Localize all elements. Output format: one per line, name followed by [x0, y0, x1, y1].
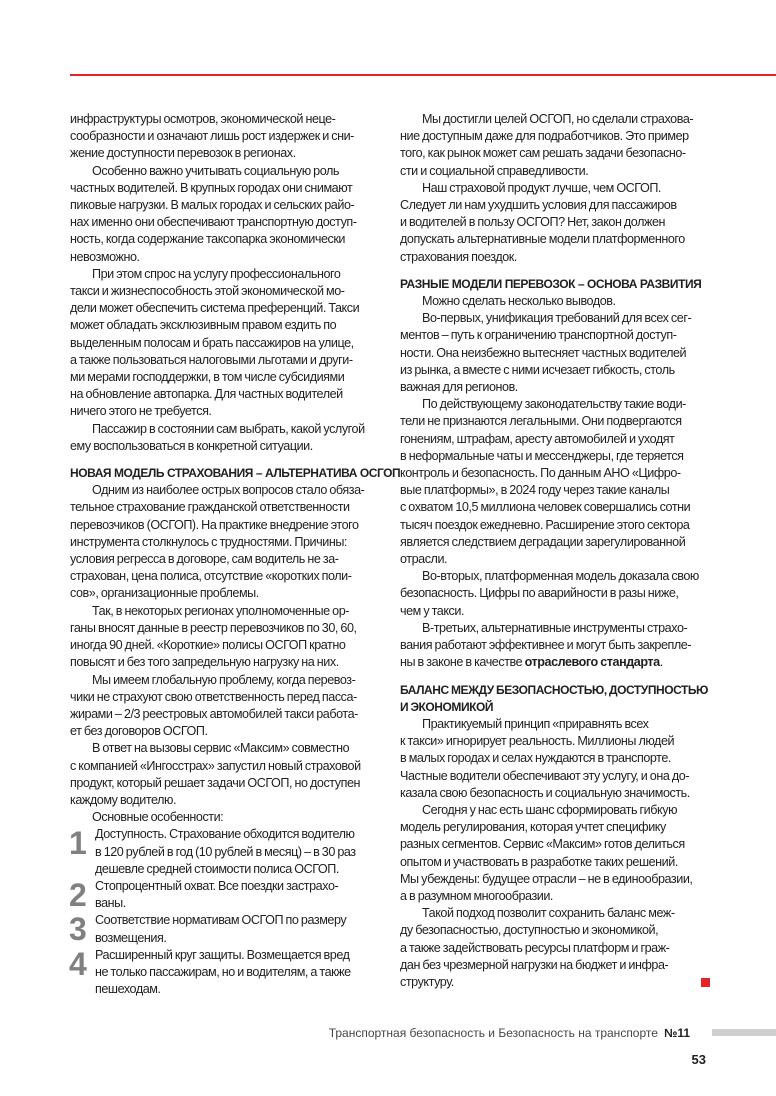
paragraph — [70, 740, 385, 809]
list-number: 2 — [69, 876, 87, 913]
paragraph-line: и водителей в пользу ОСГОП? Нет, закон должен — [400, 215, 666, 230]
paragraph-line: тели не признаются легальными. Они подвергаются — [400, 414, 682, 429]
paragraph-line: страхован, цена полиса, отсутствие «коротких поли- — [70, 569, 352, 584]
paragraph-line: Одним из наиболее острых вопросов стало обяза- — [92, 483, 365, 498]
paragraph-line: в неформальные чаты и мессенджеры, где теряется — [400, 448, 684, 463]
paragraph-line: в 120 рублей в год (10 рублей в месяц) – в 30 раз — [95, 844, 356, 859]
paragraph-line: инструмента столкнулось с трудностями. Причины: — [70, 534, 347, 549]
paragraph-line: повысят и без того запредельную нагрузку на них. — [70, 655, 339, 670]
paragraph-line: условия регресса в договоре, сам водитель не за- — [70, 552, 339, 567]
paragraph-line: Мы убеждены: будущее отрасли – не в единообразии, — [400, 871, 693, 886]
paragraph-line: тельное страхование гражданской ответственности — [70, 500, 350, 515]
paragraph-line: Такой подход позволит сохранить баланс меж- — [422, 906, 675, 921]
paragraph-line: частных водителей. В крупных городах они снимают — [70, 180, 353, 195]
paragraph-line: а в разумном многообразии. — [400, 888, 553, 903]
paragraph-line: ность, когда содержание таксопарка экономически — [70, 232, 345, 247]
paragraph-line: безопасность. Цифры по аварийности в разы ниже, — [400, 586, 679, 601]
paragraph-line: чем у такси. — [400, 603, 465, 618]
paragraph-line: ние доступным даже для подработчиков. Это пример — [400, 129, 689, 144]
paragraph-line: вания работают эффективнее и могут быть закрепле- — [400, 638, 692, 653]
paragraph-line: ему воспользоваться в конкретной ситуации. — [70, 438, 313, 453]
paragraph-line: иногда 90 дней. «Короткие» полисы ОСГОП кратно — [70, 638, 346, 653]
issue-number: №11 — [663, 1026, 690, 1040]
paragraph-line: При этом спрос на услугу профессионального — [92, 266, 341, 281]
paragraph-line: а также задействовать ресурсы платформ и граж- — [400, 940, 670, 955]
paragraph-line: сов», организационные проблемы. — [70, 586, 259, 601]
paragraph-line: Во-первых, унификация требований для всех сег- — [422, 311, 692, 326]
paragraph-line: БАЛАНС МЕЖДУ БЕЗОПАСНОСТЬЮ, ДОСТУПНОСТЬЮ — [400, 682, 708, 697]
paragraph-line: допускать альтернативные модели платформенного — [400, 232, 685, 247]
paragraph-line: Особенно важно учитывать социальную роль — [92, 163, 340, 178]
paragraph — [70, 266, 385, 421]
paragraph-line: Во-вторых, платформенная модель доказала свою — [422, 569, 699, 584]
list-number: 3 — [69, 911, 87, 948]
paragraph-line: разных сегментов. Сервис «Максим» готов делиться — [400, 837, 685, 852]
paragraph-line: Основные особенности: — [92, 810, 224, 825]
paragraph-line: Наш страховой продукт лучше, чем ОСГОП. — [422, 180, 661, 195]
paragraph-line: ности. Она неизбежно вытесняет частных водителей — [400, 345, 687, 360]
paragraph-line: отрасли. — [400, 552, 448, 567]
paragraph-line: из рынка, а вместе с ними исчезает гибкость, столь — [400, 362, 675, 377]
section-heading — [400, 682, 710, 716]
paragraph-line: И ЭКОНОМИКОЙ — [400, 699, 494, 714]
list-number: 4 — [69, 945, 87, 982]
paragraph-line: ду безопасностью, доступностью и экономикой, — [400, 923, 659, 938]
paragraph-line: не только пассажирам, но и водителям, а также — [95, 964, 351, 979]
paragraph — [400, 568, 710, 620]
paragraph-line: ны в законе в качестве отраслевого стандарта. — [400, 655, 663, 670]
paragraph-line: нах именно они обеспечивают транспортную доступ- — [70, 215, 357, 230]
paragraph-line: чики не страхуют свою ответственность перед пасса- — [70, 689, 357, 704]
paragraph-line: контроль и безопасность. По данным АНО «Цифро- — [400, 466, 681, 481]
paragraph-line: продукт, который решает задачи ОСГОП, но доступен — [70, 775, 361, 790]
paragraph — [400, 396, 710, 568]
paragraph-line: того, как рынок может сам решать задачи безопасно- — [400, 146, 686, 161]
paragraph-line: Сегодня у нас есть шанс сформировать гибкую — [422, 802, 678, 817]
paragraph — [400, 716, 710, 802]
list-item — [70, 912, 385, 946]
paragraph-line: сообразности и означают лишь рост издержек и сни- — [70, 129, 354, 144]
paragraph-line: тысяч поездок ежедневно. Расширение этого сектора — [400, 517, 690, 532]
paragraph — [400, 111, 710, 180]
paragraph-line: Практикуемый принцип «приравнять всех — [422, 716, 649, 731]
paragraph-line: дан без чрезмерной нагрузки на бюджет и инфра- — [400, 957, 669, 972]
paragraph — [70, 163, 385, 266]
header-rule — [70, 74, 776, 76]
paragraph — [400, 180, 710, 266]
paragraph-line: выделенным полосам и брать пассажиров на улице, — [70, 335, 354, 350]
paragraph-line: сти и социальной справедливости. — [400, 163, 589, 178]
paragraph-line: Можно сделать несколько выводов. — [422, 294, 616, 309]
paragraph — [70, 603, 385, 672]
paragraph — [70, 809, 385, 826]
end-of-article-mark — [701, 978, 710, 987]
paragraph — [70, 482, 385, 602]
paragraph-line: модель регулирования, которая учтет специфику — [400, 820, 666, 835]
list-item — [70, 826, 385, 878]
paragraph-line: перевозчиков (ОСГОП). На практике внедрение этого — [70, 517, 359, 532]
paragraph-line: Следует ли нам ухудшить условия для пассажиров — [400, 198, 677, 213]
list-number: 1 — [69, 825, 87, 862]
section-heading: НОВАЯ МОДЕЛЬ СТРАХОВАНИЯ – АЛЬТЕРНАТИВА ОСГОП — [70, 466, 401, 481]
paragraph-line: опытом и участвовать в разработке таких решений. — [400, 854, 678, 869]
paragraph-line: жение доступности перевозок в регионах. — [70, 146, 296, 161]
paragraph-line: жирами – 2/3 реестровых автомобилей такси работа- — [70, 706, 358, 721]
paragraph-line: Соответствие нормативам ОСГОП по размеру — [95, 913, 347, 928]
paragraph-line: Доступность. Страхование обходится водителю — [95, 827, 355, 842]
paragraph-line: каждому водителю. — [70, 792, 177, 807]
paragraph-line: возмещения. — [95, 930, 167, 945]
paragraph-line: инфраструктуры осмотров, экономической неце- — [70, 112, 336, 126]
paragraph-line: к такси» игнорирует реальность. Миллионы людей — [400, 734, 675, 749]
paragraph-line: важная для регионов. — [400, 380, 518, 395]
paragraph-line: Частные водители обеспечивают эту услугу, и она до- — [400, 768, 690, 783]
paragraph — [400, 293, 710, 310]
paragraph-line: ганы вносят данные в реестр перевозчиков по 30, 60, — [70, 620, 357, 635]
page-number: 53 — [691, 1052, 706, 1067]
paragraph-line: в малых городах и селах нуждаются в транспорте. — [400, 751, 671, 766]
paragraph-line: является следствием деградации зарегулированной — [400, 534, 686, 549]
paragraph-line: Мы достигли целей ОСГОП, но сделали страхова- — [422, 112, 694, 126]
paragraph-line: По действующему законодательству такие води- — [422, 397, 686, 412]
paragraph-line: ваны. — [95, 896, 126, 911]
paragraph-line: невозможно. — [70, 249, 140, 264]
paragraph-line: Мы имеем глобальную проблему, когда перевоз- — [92, 672, 356, 687]
paragraph-line: дели может обеспечить система преференций. Такси — [70, 301, 360, 316]
paragraph-line: страхования поездок. — [400, 249, 517, 264]
paragraph-line: гонениям, штрафам, аресту автомобилей и уходят — [400, 431, 675, 446]
section-heading: РАЗНЫЕ МОДЕЛИ ПЕРЕВОЗОК – ОСНОВА РАЗВИТИЯ — [400, 276, 702, 291]
paragraph — [70, 672, 385, 741]
paragraph — [400, 802, 710, 905]
paragraph-line: с охватом 10,5 миллиона человек совершались сотни — [400, 500, 691, 515]
paragraph-line: пешеходам. — [95, 982, 161, 997]
paragraph — [400, 905, 710, 991]
paragraph-line: такси и жизнеспособность этой экономической мо- — [70, 284, 345, 299]
right-column — [400, 111, 710, 991]
paragraph-line: ет без договоров ОСГОП. — [70, 724, 208, 739]
list-item — [70, 947, 385, 999]
paragraph-line: с компанией «Ингосстрах» запустил новый страховой — [70, 758, 361, 773]
paragraph — [70, 421, 385, 455]
paragraph — [400, 310, 710, 396]
footer-journal-title: Транспортная безопасность и Безопасность на транспорте №11 — [328, 1026, 690, 1040]
paragraph — [70, 111, 385, 163]
emphasis: отраслевого стандарта — [524, 655, 660, 670]
paragraph-line: может обладать эксклюзивным правом ездить по — [70, 318, 337, 333]
paragraph-line: ментов – путь к ограничению транспортной доступ- — [400, 328, 677, 343]
paragraph-line: на обновление автопарка. Для частных водителей — [70, 387, 343, 402]
paragraph-line: ничего этого не требуется. — [70, 404, 212, 419]
list-item — [70, 878, 385, 912]
features-list — [70, 826, 385, 998]
paragraph-line: а также пользоваться налоговыми льготами и други- — [70, 352, 353, 367]
footer-bar — [712, 1029, 776, 1036]
paragraph-line: Расширенный круг защиты. Возмещается вред — [95, 947, 350, 962]
paragraph-line: дешевле средней стоимости полиса ОСГОП. — [95, 861, 339, 876]
paragraph-line: структуру. — [400, 974, 454, 989]
paragraph-line: Пассажир в состоянии сам выбрать, какой услугой — [92, 421, 365, 436]
paragraph-line: пиковые нагрузки. В малых городах и сельских райо- — [70, 198, 355, 213]
paragraph-line: Стопроцентный охват. Все поездки застрахо- — [95, 878, 339, 893]
paragraph-line: казала свою безопасность и социальную значимость. — [400, 785, 690, 800]
paragraph-line: вые платформы», в 2024 году через такие каналы — [400, 483, 670, 498]
paragraph-line: ми мерами господдержки, в том числе субсидиями — [70, 370, 345, 385]
paragraph — [400, 620, 710, 672]
left-column — [69, 111, 401, 998]
paragraph-line: Так, в некоторых регионах уполномоченные ор- — [92, 603, 350, 618]
paragraph-line: В ответ на вызовы сервис «Максим» совместно — [92, 741, 350, 756]
paragraph-line: В-третьих, альтернативные инструменты страхо- — [422, 620, 688, 635]
